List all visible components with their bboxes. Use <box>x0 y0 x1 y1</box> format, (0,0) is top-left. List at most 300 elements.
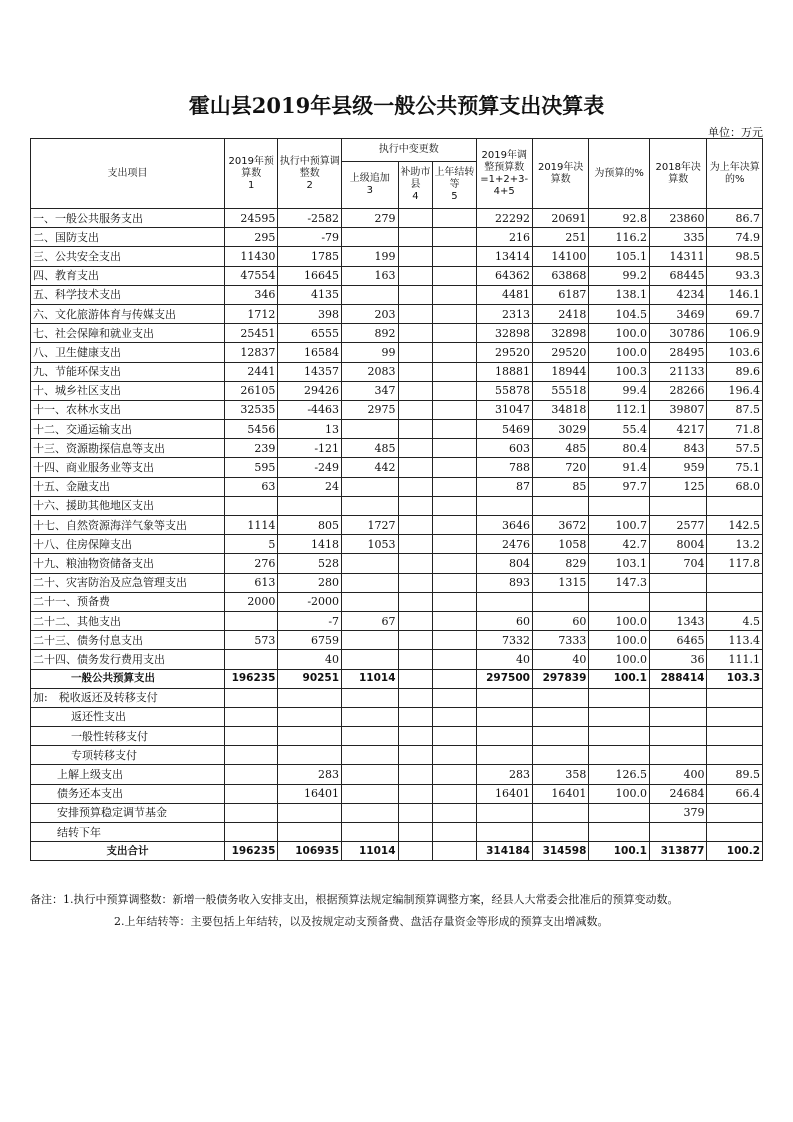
header-item: 支出项目 <box>31 139 225 209</box>
cell-c7: 2418 <box>532 304 588 323</box>
cell-c1: 196235 <box>225 842 278 861</box>
header-final: 2019年决算数 <box>532 139 588 209</box>
table-row <box>31 343 763 362</box>
cell-c9 <box>649 573 706 592</box>
table-row <box>31 573 763 592</box>
cell-c9: 21133 <box>649 362 706 381</box>
cell-c3: 2975 <box>342 400 398 419</box>
cell-c4 <box>398 611 433 630</box>
cell-c4 <box>398 803 433 822</box>
cell-c10 <box>707 592 763 611</box>
cell-c5 <box>433 650 476 669</box>
cell-c6 <box>476 823 532 842</box>
cell-c1: 295 <box>225 228 278 247</box>
cell-c2 <box>278 707 342 726</box>
cell-c3: 203 <box>342 304 398 323</box>
cell-c8: 112.1 <box>589 400 650 419</box>
cell-c4 <box>398 592 433 611</box>
cell-c3 <box>342 285 398 304</box>
cell-c6: 788 <box>476 458 532 477</box>
cell-c10: 71.8 <box>707 420 763 439</box>
cell-c5 <box>433 842 476 861</box>
cell-c6 <box>476 746 532 765</box>
row-label: 安排预算稳定调节基金 <box>31 803 225 822</box>
cell-c8: 100.3 <box>589 362 650 381</box>
cell-c8 <box>589 803 650 822</box>
cell-c3 <box>342 765 398 784</box>
cell-c6: 283 <box>476 765 532 784</box>
table-row <box>31 420 763 439</box>
cell-c6: 2476 <box>476 535 532 554</box>
budget-table <box>30 138 763 861</box>
cell-c5 <box>433 592 476 611</box>
cell-c8 <box>589 688 650 707</box>
cell-c9: 4234 <box>649 285 706 304</box>
row-label: 十八、住房保障支出 <box>31 535 225 554</box>
cell-c1 <box>225 688 278 707</box>
note-1: 备注：1.执行中预算调整数：新增一般债务收入安排支出，根据预算法规定编制预算调整方案，经县人大常委会批准后的预算变动数。 <box>30 893 679 906</box>
table-row <box>31 247 763 266</box>
cell-c4 <box>398 362 433 381</box>
table-row <box>31 266 763 285</box>
cell-c10: 74.9 <box>707 228 763 247</box>
cell-c5 <box>433 458 476 477</box>
cell-c6: 893 <box>476 573 532 592</box>
cell-c5 <box>433 304 476 323</box>
cell-c3: 11014 <box>342 842 398 861</box>
cell-c5 <box>433 324 476 343</box>
cell-c5 <box>433 669 476 688</box>
cell-c2: -121 <box>278 439 342 458</box>
cell-c2: 24 <box>278 477 342 496</box>
cell-c10 <box>707 823 763 842</box>
cell-c5 <box>433 727 476 746</box>
row-label: 专项转移支付 <box>31 746 225 765</box>
cell-c8: 99.2 <box>589 266 650 285</box>
cell-c8: 100.0 <box>589 631 650 650</box>
table-row <box>31 324 763 343</box>
cell-c2: -4463 <box>278 400 342 419</box>
table-row <box>31 400 763 419</box>
table-row <box>31 381 763 400</box>
table-row <box>31 535 763 554</box>
cell-c10 <box>707 573 763 592</box>
cell-c6: 87 <box>476 477 532 496</box>
header-adjusted: 2019年调整预算数=1+2+3-4+5 <box>476 139 532 209</box>
cell-c7: 18944 <box>532 362 588 381</box>
cell-c10: 106.9 <box>707 324 763 343</box>
cell-c8: 104.5 <box>589 304 650 323</box>
cell-c9: 24684 <box>649 784 706 803</box>
cell-c9: 313877 <box>649 842 706 861</box>
cell-c3: 485 <box>342 439 398 458</box>
cell-c9: 2577 <box>649 516 706 535</box>
cell-c2: 528 <box>278 554 342 573</box>
cell-c4 <box>398 439 433 458</box>
cell-c9: 36 <box>649 650 706 669</box>
row-label: 七、社会保障和就业支出 <box>31 324 225 343</box>
table-row <box>31 650 763 669</box>
header-budget: 2019年预算数 1 <box>225 139 278 209</box>
cell-c3: 1727 <box>342 516 398 535</box>
cell-c2: -79 <box>278 228 342 247</box>
cell-c1: 25451 <box>225 324 278 343</box>
cell-c2: 13 <box>278 420 342 439</box>
cell-c7: 14100 <box>532 247 588 266</box>
cell-c1 <box>225 727 278 746</box>
cell-c8 <box>589 823 650 842</box>
cell-c2: -2000 <box>278 592 342 611</box>
cell-c10: 103.6 <box>707 343 763 362</box>
cell-c6 <box>476 496 532 515</box>
cell-c8: 97.7 <box>589 477 650 496</box>
cell-c10: 13.2 <box>707 535 763 554</box>
cell-c8: 55.4 <box>589 420 650 439</box>
cell-c7: 40 <box>532 650 588 669</box>
transfer-row <box>31 688 763 707</box>
cell-c4 <box>398 400 433 419</box>
cell-c5 <box>433 688 476 707</box>
cell-c1: 2441 <box>225 362 278 381</box>
cell-c3 <box>342 650 398 669</box>
row-label: 二十二、其他支出 <box>31 611 225 630</box>
cell-c4 <box>398 496 433 515</box>
cell-c2: 6555 <box>278 324 342 343</box>
cell-c3: 279 <box>342 209 398 228</box>
cell-c8: 100.1 <box>589 669 650 688</box>
cell-c6: 13414 <box>476 247 532 266</box>
transfer-row <box>31 707 763 726</box>
cell-c8: 100.0 <box>589 611 650 630</box>
cell-c2 <box>278 746 342 765</box>
table-row <box>31 285 763 304</box>
cell-c8: 126.5 <box>589 765 650 784</box>
cell-c2: -249 <box>278 458 342 477</box>
cell-c7 <box>532 707 588 726</box>
cell-c5 <box>433 209 476 228</box>
cell-c10: 87.5 <box>707 400 763 419</box>
cell-c8: 116.2 <box>589 228 650 247</box>
table-row <box>31 554 763 573</box>
cell-c9: 3469 <box>649 304 706 323</box>
header-final-2018: 2018年决算数 <box>649 139 706 209</box>
cell-c6: 29520 <box>476 343 532 362</box>
cell-c4 <box>398 727 433 746</box>
cell-c3: 892 <box>342 324 398 343</box>
table-row <box>31 516 763 535</box>
cell-c6 <box>476 803 532 822</box>
cell-c1: 63 <box>225 477 278 496</box>
cell-c7 <box>532 688 588 707</box>
cell-c1: 11430 <box>225 247 278 266</box>
cell-c3 <box>342 823 398 842</box>
cell-c5 <box>433 611 476 630</box>
cell-c3: 11014 <box>342 669 398 688</box>
cell-c7: 63868 <box>532 266 588 285</box>
cell-c1: 2000 <box>225 592 278 611</box>
cell-c1: 595 <box>225 458 278 477</box>
row-label: 支出合计 <box>31 842 225 861</box>
row-label: 十三、资源勘探信息等支出 <box>31 439 225 458</box>
cell-c6: 2313 <box>476 304 532 323</box>
row-label: 二十三、债务付息支出 <box>31 631 225 650</box>
table-row <box>31 458 763 477</box>
cell-c4 <box>398 381 433 400</box>
row-label: 十、城乡社区支出 <box>31 381 225 400</box>
cell-c7: 1058 <box>532 535 588 554</box>
cell-c9: 6465 <box>649 631 706 650</box>
cell-c4 <box>398 304 433 323</box>
cell-c10: 75.1 <box>707 458 763 477</box>
cell-c7: 32898 <box>532 324 588 343</box>
cell-c7: 6187 <box>532 285 588 304</box>
cell-c4 <box>398 535 433 554</box>
cell-c8: 42.7 <box>589 535 650 554</box>
cell-c9: 704 <box>649 554 706 573</box>
cell-c8: 105.1 <box>589 247 650 266</box>
cell-c7 <box>532 823 588 842</box>
cell-c3 <box>342 592 398 611</box>
transfer-row <box>31 823 763 842</box>
cell-c3 <box>342 707 398 726</box>
cell-c10: 4.5 <box>707 611 763 630</box>
cell-c5 <box>433 420 476 439</box>
cell-c2: 14357 <box>278 362 342 381</box>
cell-c7: 485 <box>532 439 588 458</box>
cell-c7: 60 <box>532 611 588 630</box>
cell-c5 <box>433 803 476 822</box>
row-label: 返还性支出 <box>31 707 225 726</box>
cell-c1: 32535 <box>225 400 278 419</box>
header-pct-last: 为上年决算的% <box>707 139 763 209</box>
cell-c2: 805 <box>278 516 342 535</box>
cell-c1 <box>225 784 278 803</box>
cell-c4 <box>398 458 433 477</box>
row-label: 十九、粮油物资储备支出 <box>31 554 225 573</box>
cell-c2: 16645 <box>278 266 342 285</box>
cell-c7: 16401 <box>532 784 588 803</box>
cell-c6: 64362 <box>476 266 532 285</box>
row-label: 九、节能环保支出 <box>31 362 225 381</box>
row-label: 五、科学技术支出 <box>31 285 225 304</box>
row-label: 债务还本支出 <box>31 784 225 803</box>
cell-c9 <box>649 727 706 746</box>
cell-c5 <box>433 439 476 458</box>
cell-c5 <box>433 496 476 515</box>
cell-c10: 100.2 <box>707 842 763 861</box>
row-label: 十一、农林水支出 <box>31 400 225 419</box>
cell-c10 <box>707 707 763 726</box>
page-title: 霍山县2019年县级一般公共预算支出决算表 <box>188 93 605 118</box>
cell-c1: 1712 <box>225 304 278 323</box>
cell-c7: 720 <box>532 458 588 477</box>
cell-c6 <box>476 592 532 611</box>
cell-c2 <box>278 803 342 822</box>
cell-c9 <box>649 688 706 707</box>
row-label: 二十四、债务发行费用支出 <box>31 650 225 669</box>
cell-c4 <box>398 650 433 669</box>
cell-c6: 5469 <box>476 420 532 439</box>
row-label: 二十、灾害防治及应急管理支出 <box>31 573 225 592</box>
cell-c3 <box>342 803 398 822</box>
cell-c7: 297839 <box>532 669 588 688</box>
cell-c3: 2083 <box>342 362 398 381</box>
cell-c10: 68.0 <box>707 477 763 496</box>
cell-c7: 7333 <box>532 631 588 650</box>
cell-c7: 85 <box>532 477 588 496</box>
cell-c3 <box>342 496 398 515</box>
cell-c5 <box>433 285 476 304</box>
cell-c10: 103.3 <box>707 669 763 688</box>
cell-c5 <box>433 535 476 554</box>
cell-c7: 3672 <box>532 516 588 535</box>
transfer-row <box>31 727 763 746</box>
cell-c4 <box>398 343 433 362</box>
cell-c9: 39807 <box>649 400 706 419</box>
cell-c9: 8004 <box>649 535 706 554</box>
cell-c9: 288414 <box>649 669 706 688</box>
cell-c7 <box>532 803 588 822</box>
cell-c10: 89.5 <box>707 765 763 784</box>
cell-c10: 146.1 <box>707 285 763 304</box>
cell-c4 <box>398 823 433 842</box>
cell-c4 <box>398 631 433 650</box>
cell-c2: 29426 <box>278 381 342 400</box>
cell-c2: 4135 <box>278 285 342 304</box>
cell-c7: 251 <box>532 228 588 247</box>
cell-c1: 573 <box>225 631 278 650</box>
cell-c1: 47554 <box>225 266 278 285</box>
cell-c5 <box>433 784 476 803</box>
cell-c2: 6759 <box>278 631 342 650</box>
cell-c8 <box>589 592 650 611</box>
cell-c1: 5 <box>225 535 278 554</box>
cell-c4 <box>398 669 433 688</box>
cell-c8: 99.4 <box>589 381 650 400</box>
cell-c6 <box>476 707 532 726</box>
cell-c1 <box>225 803 278 822</box>
cell-c2 <box>278 496 342 515</box>
cell-c5 <box>433 765 476 784</box>
row-label: 二十一、预备费 <box>31 592 225 611</box>
table-row <box>31 362 763 381</box>
cell-c1: 239 <box>225 439 278 458</box>
cell-c2 <box>278 688 342 707</box>
row-label: 一般性转移支付 <box>31 727 225 746</box>
table-row <box>31 496 763 515</box>
cell-c5 <box>433 707 476 726</box>
cell-c10: 93.3 <box>707 266 763 285</box>
cell-c5 <box>433 573 476 592</box>
notes <box>30 889 770 933</box>
cell-c4 <box>398 573 433 592</box>
cell-c1 <box>225 823 278 842</box>
cell-c10: 142.5 <box>707 516 763 535</box>
cell-c4 <box>398 554 433 573</box>
cell-c3: 347 <box>342 381 398 400</box>
cell-c6 <box>476 727 532 746</box>
cell-c2: 1418 <box>278 535 342 554</box>
cell-c8: 100.0 <box>589 784 650 803</box>
cell-c6 <box>476 688 532 707</box>
note-2: 2.上年结转等：主要包括上年结转，以及按规定动支预备费、盘活存量资金等形成的预算支出增减数。 <box>114 915 609 928</box>
cell-c3: 442 <box>342 458 398 477</box>
row-label: 十六、援助其他地区支出 <box>31 496 225 515</box>
row-label: 十七、自然资源海洋气象等支出 <box>31 516 225 535</box>
cell-c4 <box>398 765 433 784</box>
cell-c9: 379 <box>649 803 706 822</box>
cell-c6: 32898 <box>476 324 532 343</box>
row-label: 十四、商业服务业等支出 <box>31 458 225 477</box>
cell-c4 <box>398 266 433 285</box>
cell-c8: 138.1 <box>589 285 650 304</box>
row-label: 十五、金融支出 <box>31 477 225 496</box>
cell-c5 <box>433 343 476 362</box>
cell-c7: 358 <box>532 765 588 784</box>
cell-c10 <box>707 746 763 765</box>
cell-c6: 7332 <box>476 631 532 650</box>
cell-c6: 40 <box>476 650 532 669</box>
table-row <box>31 631 763 650</box>
cell-c6: 16401 <box>476 784 532 803</box>
cell-c1 <box>225 746 278 765</box>
cell-c1: 613 <box>225 573 278 592</box>
unit-label: 单位：万元 <box>708 126 763 139</box>
cell-c7 <box>532 592 588 611</box>
cell-c2: 280 <box>278 573 342 592</box>
cell-c9: 1343 <box>649 611 706 630</box>
row-label: 三、公共安全支出 <box>31 247 225 266</box>
cell-c10 <box>707 803 763 822</box>
table-row <box>31 209 763 228</box>
cell-c2: -2582 <box>278 209 342 228</box>
cell-c8: 92.8 <box>589 209 650 228</box>
cell-c9: 4217 <box>649 420 706 439</box>
cell-c1 <box>225 707 278 726</box>
header-adjust: 执行中预算调整数 2 <box>278 139 342 209</box>
cell-c3: 67 <box>342 611 398 630</box>
cell-c6: 804 <box>476 554 532 573</box>
cell-c5 <box>433 823 476 842</box>
cell-c9: 125 <box>649 477 706 496</box>
cell-c8: 100.1 <box>589 842 650 861</box>
cell-c3 <box>342 228 398 247</box>
cell-c5 <box>433 400 476 419</box>
cell-c9: 14311 <box>649 247 706 266</box>
cell-c10: 196.4 <box>707 381 763 400</box>
cell-c2: 90251 <box>278 669 342 688</box>
cell-c7: 29520 <box>532 343 588 362</box>
cell-c6: 55878 <box>476 381 532 400</box>
cell-c9: 843 <box>649 439 706 458</box>
cell-c8: 147.3 <box>589 573 650 592</box>
cell-c10: 89.6 <box>707 362 763 381</box>
cell-c2: -7 <box>278 611 342 630</box>
cell-c4 <box>398 420 433 439</box>
cell-c8: 100.0 <box>589 650 650 669</box>
cell-c2 <box>278 823 342 842</box>
transfer-row <box>31 765 763 784</box>
cell-c8: 80.4 <box>589 439 650 458</box>
cell-c2: 106935 <box>278 842 342 861</box>
row-label: 六、文化旅游体育与传媒支出 <box>31 304 225 323</box>
cell-c9: 400 <box>649 765 706 784</box>
cell-c3 <box>342 573 398 592</box>
cell-c7: 314598 <box>532 842 588 861</box>
cell-c6: 4481 <box>476 285 532 304</box>
table-row <box>31 304 763 323</box>
cell-c3 <box>342 688 398 707</box>
